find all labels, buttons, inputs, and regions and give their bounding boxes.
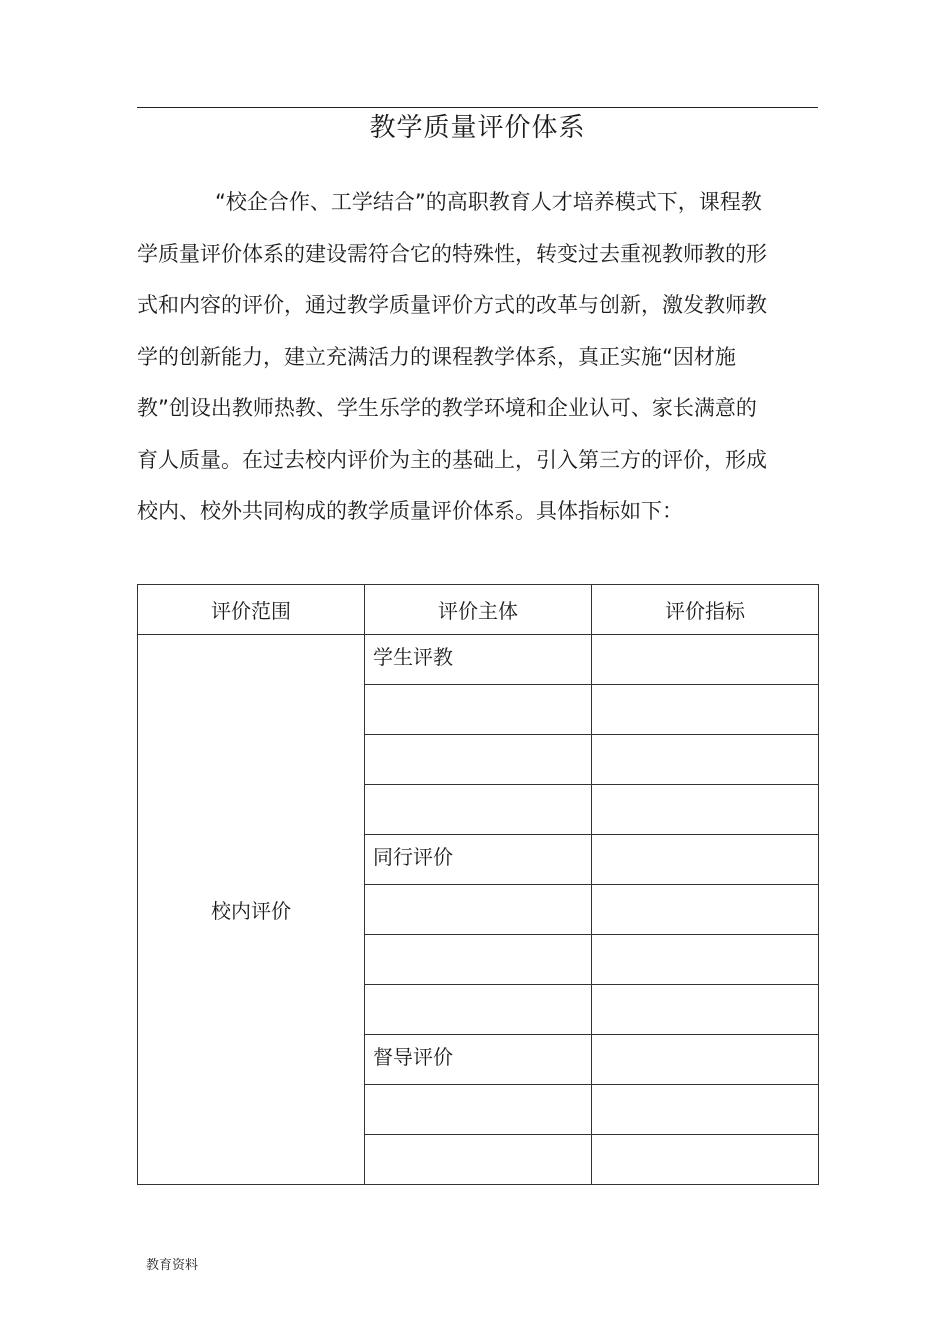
scope-cell: 校内评价 bbox=[138, 635, 365, 1185]
header-rule bbox=[137, 107, 818, 108]
subject-cell: 同行评价 bbox=[365, 835, 592, 885]
header-subject: 评价主体 bbox=[365, 585, 592, 635]
subject-cell bbox=[365, 885, 592, 935]
subject-cell bbox=[365, 685, 592, 735]
indicator-cell bbox=[592, 785, 819, 835]
document-title: 教学质量评价体系 bbox=[369, 113, 586, 143]
subject-cell: 学生评教 bbox=[365, 635, 592, 685]
paragraph-line: 育人质量。在过去校内评价为主的基础上，引入第三方的评价，形成 bbox=[137, 447, 767, 472]
subject-cell bbox=[365, 1135, 592, 1185]
indicator-cell bbox=[592, 1085, 819, 1135]
header-scope: 评价范围 bbox=[138, 585, 365, 635]
paragraph-line: 校内、校外共同构成的教学质量评价体系。具体指标如下： bbox=[137, 499, 683, 523]
evaluation-table bbox=[137, 584, 819, 1185]
subject-cell bbox=[365, 1085, 592, 1135]
indicator-cell bbox=[592, 835, 819, 885]
subject-cell: 督导评价 bbox=[365, 1035, 592, 1085]
indicator-cell bbox=[592, 885, 819, 935]
indicator-cell bbox=[592, 735, 819, 785]
subject-cell bbox=[365, 935, 592, 985]
footer-label: 教育资料 bbox=[146, 1258, 199, 1273]
paragraph-line: 学质量评价体系的建设需符合它的特殊性，转变过去重视教师教的形 bbox=[137, 241, 767, 266]
indicator-cell bbox=[592, 635, 819, 685]
paragraph-line: 教”创设出教师热教、学生乐学的教学环境和企业认可、家长满意的 bbox=[137, 396, 757, 420]
indicator-cell bbox=[592, 685, 819, 735]
table-row bbox=[138, 635, 819, 685]
indicator-cell bbox=[592, 1035, 819, 1085]
paragraph-line: 学的创新能力，建立充满活力的课程教学体系，真正实施“因材施 bbox=[137, 344, 736, 369]
header-indicator: 评价指标 bbox=[592, 585, 819, 635]
intro-paragraph bbox=[137, 182, 818, 543]
subject-cell bbox=[365, 785, 592, 835]
indicator-cell bbox=[592, 985, 819, 1035]
paragraph-line: “校企合作、工学结合”的高职教育人才培养模式下，课程教 bbox=[215, 190, 762, 214]
subject-cell bbox=[365, 735, 592, 785]
table-header-row bbox=[138, 585, 819, 635]
subject-cell bbox=[365, 985, 592, 1035]
paragraph-line: 式和内容的评价，通过教学质量评价方式的改革与创新，激发教师教 bbox=[137, 293, 767, 317]
indicator-cell bbox=[592, 935, 819, 985]
indicator-cell bbox=[592, 1135, 819, 1185]
